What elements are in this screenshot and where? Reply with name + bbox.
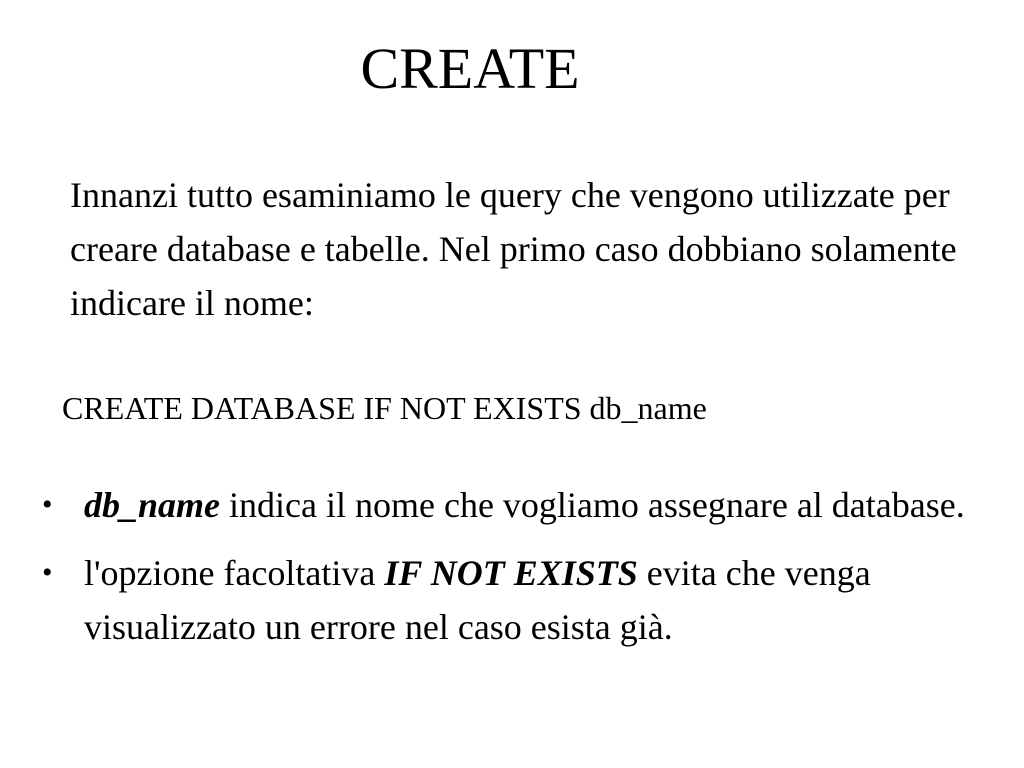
bullet-text: indica il nome che vogliamo assegnare al database. [220,485,965,525]
bullet-icon: • [42,556,53,589]
slide-title: CREATE [360,36,580,101]
bullet-emphasis: db_name [84,485,221,525]
bullet-item-if-not-exists [40,546,990,654]
bullet-icon: • [42,488,53,521]
bullet-item-db-name [40,478,990,532]
bullet-prefix: l'opzione facoltativa [84,553,385,593]
bullet-emphasis: IF NOT EXISTS [384,553,638,593]
bullet-list [40,478,990,668]
bullet-suffix: evita che venga visualizzato un errore nel caso esista già. [84,553,871,647]
sql-statement: CREATE DATABASE IF NOT EXISTS db_name [62,390,707,426]
intro-paragraph: Innanzi tutto esaminiamo le query che vengono utilizzate per creare database e tabelle. Nel primo caso dobbiano solamente indicare il nome: [70,175,957,323]
